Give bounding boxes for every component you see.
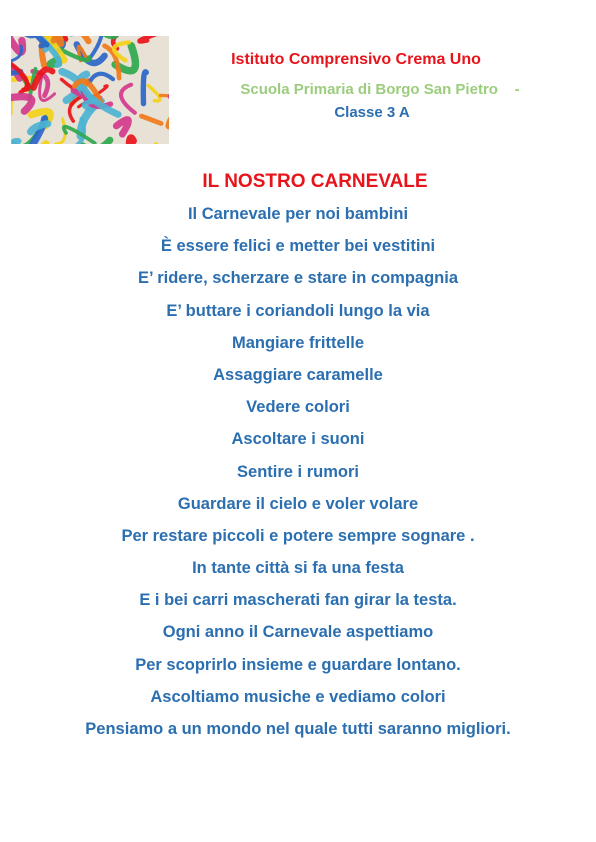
class-label: Classe 3 A [334,104,410,121]
poem-line: Mangiare frittelle [231,333,365,352]
poem-line: In tante città si fa una festa [192,559,404,578]
confetti-streamer [89,74,113,83]
poem-line: Ascoltare i suoni [231,430,365,449]
primary-school-name: Scuola Primaria di Borgo San Pietro - [240,81,520,98]
poem-line: E i bei carri mascherati fan girar la testa. [139,591,457,610]
confetti-streamer [148,86,160,101]
confetti-streamer [129,138,133,144]
poem-line: Pensiamo a un mondo nel quale tutti saranno migliori. [85,720,511,738]
poem-line: È essere felici e metter bei vestitini [160,237,436,256]
confetti-streamer [11,141,18,144]
poem-line: Assaggiare caramelle [213,365,383,384]
poem-line: Ogni anno il Carnevale aspettiamo [162,623,434,642]
confetti-streamer [140,36,161,41]
confetti-streamer [11,97,32,112]
poem-line: Sentire i rumori [237,462,359,481]
poem-line: Guardare il cielo e voler volare [177,494,419,513]
poem-line: E’ ridere, scherzare e stare in compagnia [137,269,459,288]
confetti-streamer [141,116,161,123]
school-name: Istituto Comprensivo Crema Uno [231,51,481,68]
confetti-streamer [90,36,102,58]
confetti-streamer [121,85,135,113]
poem-line: Per restare piccoli e potere sempre sognare . [121,526,475,545]
poem-line: Ascoltiamo musiche e vediamo colori [150,687,446,706]
poem-line: Per scoprirlo insieme e guardare lontano. [135,655,461,674]
poem-lines [0,201,596,748]
confetti-streamer [143,72,146,104]
poem-line: E’ buttare i coriandoli lungo la via [166,301,430,320]
poem-title: IL NOSTRO CARNEVALE [202,171,428,192]
confetti-streamers-image [11,36,169,144]
poem-line: Vedere colori [246,398,350,417]
confetti-streamer [116,120,128,134]
poem-line: Il Carnevale per noi bambini [187,205,409,223]
